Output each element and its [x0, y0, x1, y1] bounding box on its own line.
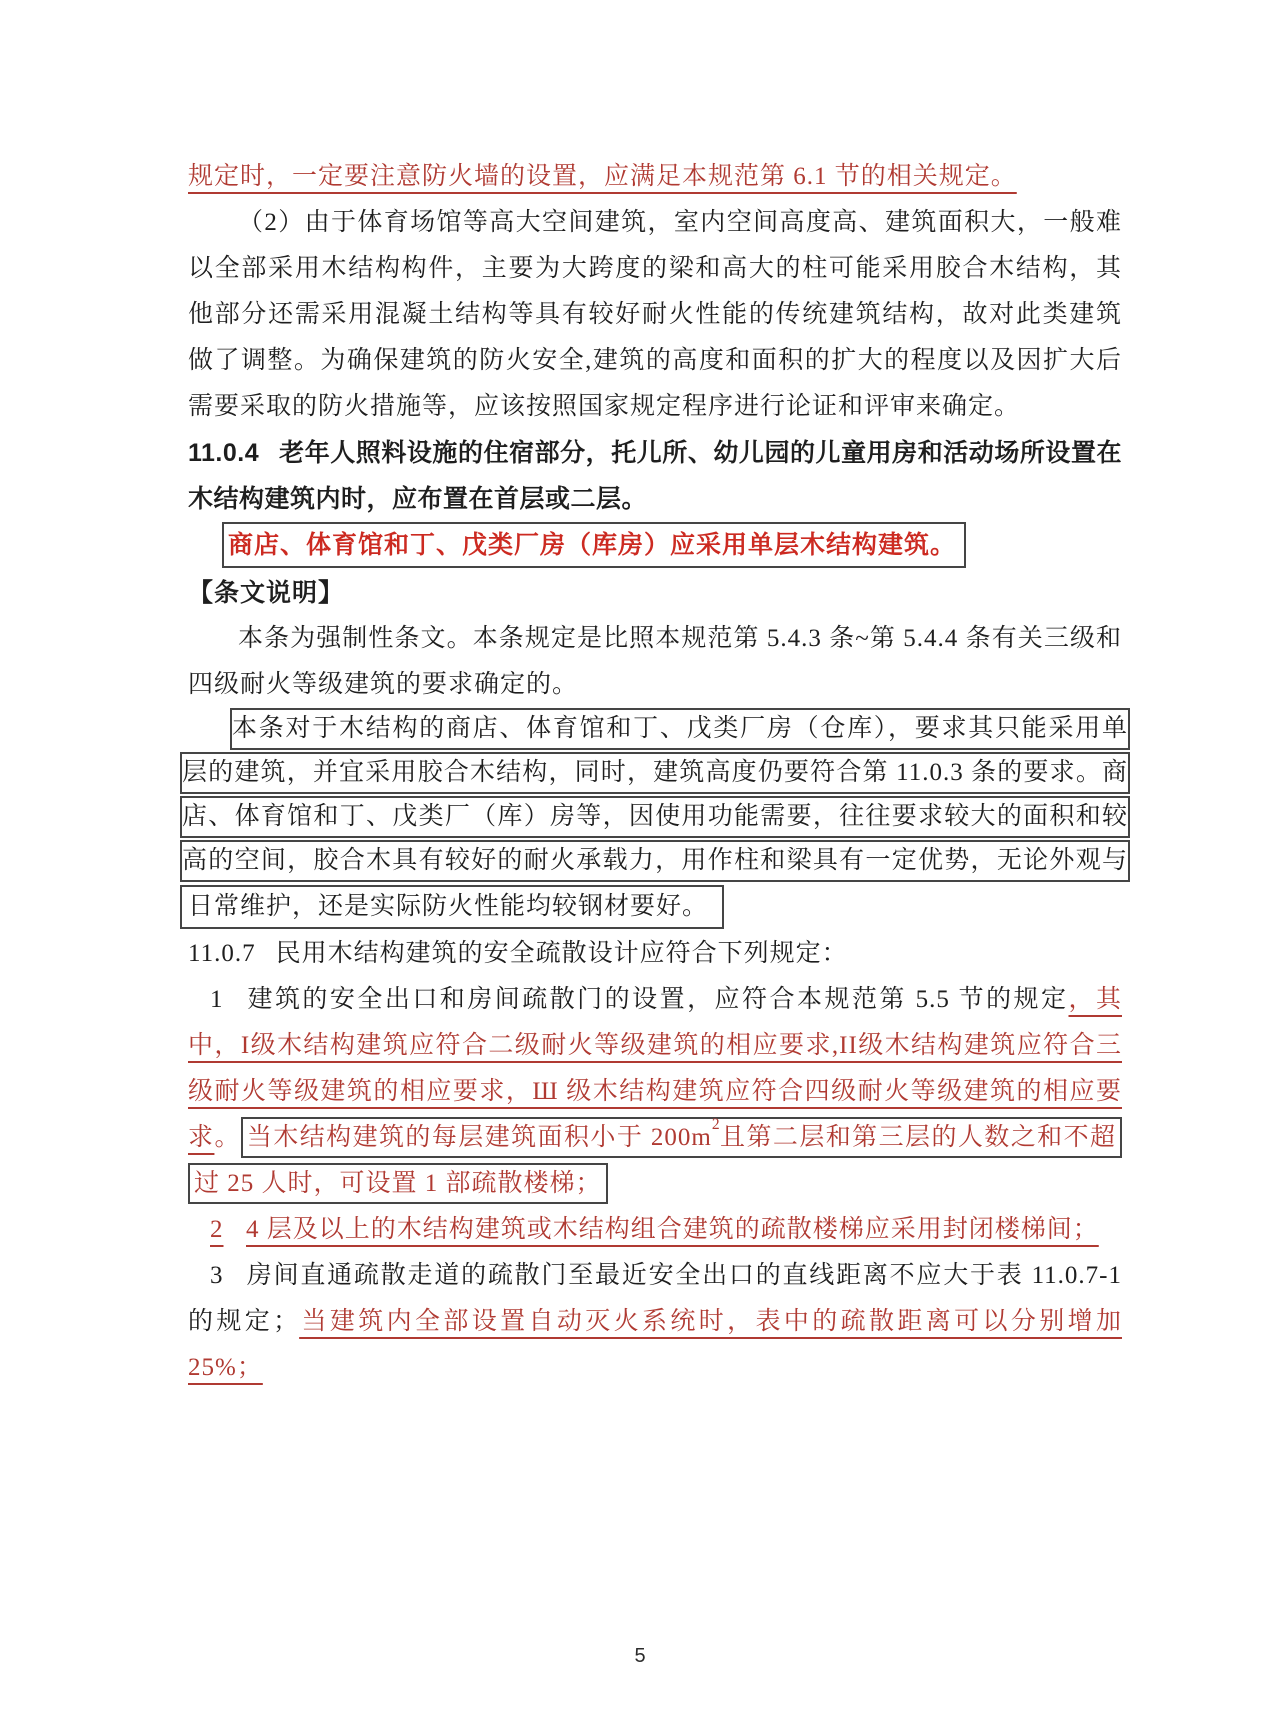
superscript-2: 2 — [711, 1115, 720, 1133]
boxed-red-addition-row — [222, 522, 1122, 570]
boxed-line-3: 店、体育馆和丁、戊类厂（库）房等，因使用功能需要，往往要求较大的面积和较 — [180, 796, 1130, 838]
page-number: 5 — [634, 1645, 646, 1667]
clause-11-0-4 — [188, 430, 1122, 522]
clause-11-0-4-number: 11.0.4 — [188, 439, 260, 467]
item-3-black-text: 房间直通疏散走道的疏散门至最近安全出口的直线距离不应大于表 11.0.7-1 的规定； — [188, 1262, 1122, 1335]
item-1-boxed-red-text — [188, 1117, 1122, 1204]
explanation-paragraph: 本条为强制性条文。本条规定是比照本规范第 5.4.3 条~第 5.4.4 条有关三级和四级耐火等级建筑的要求确定的。 — [188, 625, 1122, 698]
clause-11-0-7-number: 11.0.7 — [188, 940, 256, 967]
item-1-black-text: 建筑的安全出口和房间疏散门的设置，应符合本规范第 5.5 节的规定 — [246, 986, 1069, 1013]
item-3-number: 3 — [210, 1262, 224, 1289]
item-1 — [188, 977, 1122, 1207]
explanation-header: 【条文说明】 — [188, 579, 345, 607]
boxed-line-4: 高的空间，胶合木具有较好的耐火承载力，用作柱和梁具有一定优势，无论外观与 — [180, 840, 1130, 882]
paragraph-sports-venues: （2）由于体育场馆等高大空间建筑，室内空间高度高、建筑面积大，一般难以全部采用木结构构件，主要为大跨度的梁和高大的柱可能采用胶合木结构，其他部分还需采用混凝土结构等具有较好耐火性能的传统建筑结构，故对此类建筑做了调整。为确保建筑的防火安全,建筑的高度和面积的扩大的程度以及因扩大后需要采取的防火措施等，应该按照国家规定程序进行论证和评审来确定。 — [188, 209, 1122, 420]
item-3-red-underlined: 当建筑内全部设置自动灭火系统时，表中的疏散距离可以分别增加 25%； — [188, 1308, 1122, 1381]
clause-11-0-7 — [188, 931, 1122, 977]
page-content — [182, 154, 1128, 1391]
boxed-line-1: 本条对于木结构的商店、体育馆和丁、戊类厂房（仓库），要求其只能采用单 — [230, 708, 1130, 750]
item-1-red-underlined: ，其中，I级木结构建筑应符合二级耐火等级建筑的相应要求,II级木结构建筑应符合三级耐火等级建筑的相应要求，Ш 级木结构建筑应符合四级耐火等级建筑的相应要求 — [188, 986, 1122, 1151]
item-1-red-period: 。 — [214, 1124, 241, 1151]
boxed-red-segment-a: 当木结构建筑的每层建筑面积小于 200m — [246, 1124, 712, 1151]
item-2-text: 4 层及以上的木结构建筑或木结构组合建筑的疏散楼梯应采用封闭楼梯间； — [246, 1216, 1099, 1243]
boxed-line-2: 层的建筑，并宜采用胶合木结构，同时，建筑高度仍要符合第 11.0.3 条的要求。商 — [180, 752, 1130, 794]
carryover-red-note: 规定时，一定要注意防火墙的设置，应满足本规范第 6.1 节的相关规定。 — [188, 163, 1017, 190]
item-2 — [188, 1207, 1122, 1253]
item-2-red-underlined — [210, 1216, 1099, 1243]
clause-11-0-4-text: 老年人照料设施的住宿部分，托儿所、幼儿园的儿童用房和活动场所设置在木结构建筑内时，应布置在首层或二层。 — [188, 439, 1122, 513]
item-3 — [188, 1253, 1122, 1391]
item-2-number: 2 — [210, 1216, 224, 1243]
clause-11-0-7-text: 民用木结构建筑的安全疏散设计应符合下列规定： — [275, 940, 848, 967]
item-1-number: 1 — [210, 986, 224, 1013]
boxed-red-segment-b: 且第二层和第三层的人数之和不超过 25 人时，可设置 1 部疏散楼梯； — [194, 1124, 1116, 1197]
boxed-red-addition: 商店、体育馆和丁、戊类厂房（库房）应采用单层木结构建筑。 — [222, 522, 966, 568]
boxed-line-5: 日常维护，还是实际防火性能均较钢材要好。 — [180, 885, 724, 929]
